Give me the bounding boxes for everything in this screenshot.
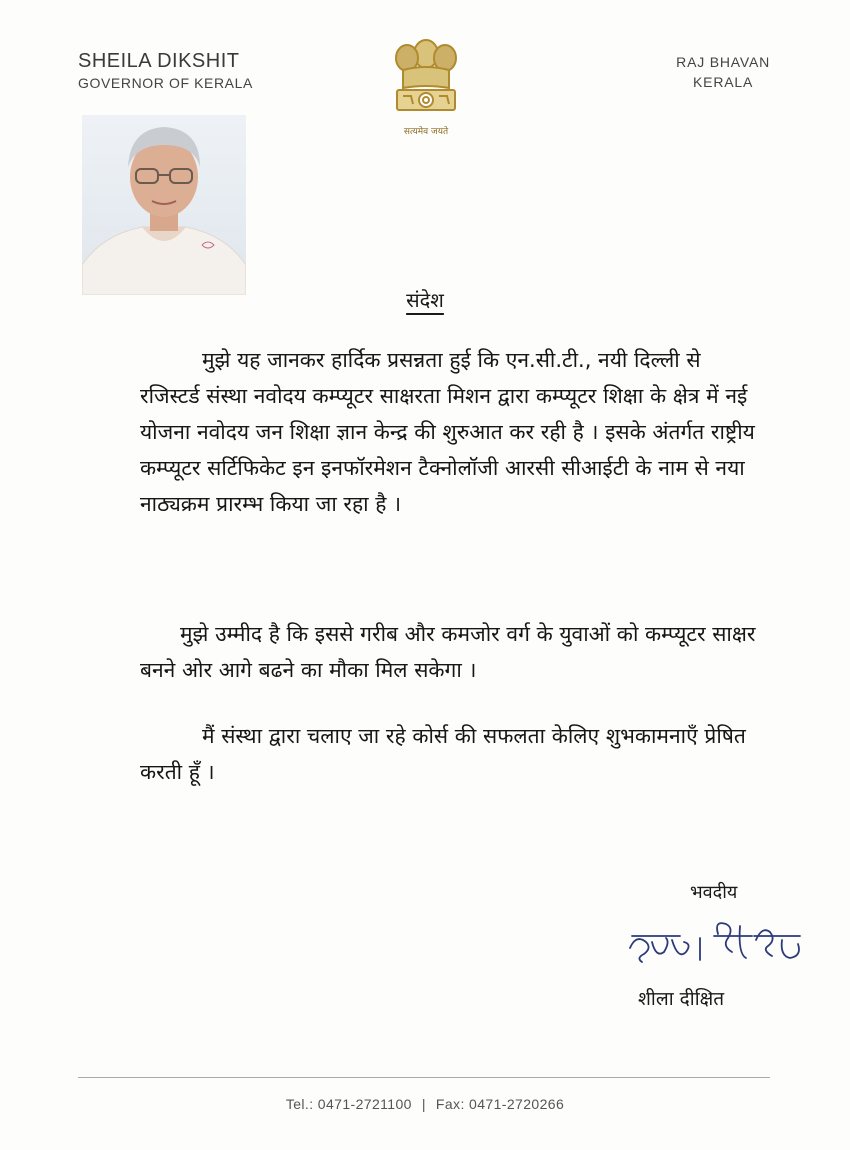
office-line-2: KERALA — [693, 74, 754, 90]
letter-paragraph-3: मैं संस्था द्वारा चलाए जा रहे कोर्स की सफलता केलिए शुभकामनाएँ प्रेषित करती हूँ । — [140, 724, 746, 784]
letter-paragraph-1: मुझे यह जानकर हार्दिक प्रसन्नता हुई कि एन.सी.टी., नयी दिल्ली से रजिस्टर्ड संस्था नवोदय कम्प्यूटर साक्षरता मिशन द्वारा कम्प्यूटर शिक्षा के क्षेत्र में नई योजना नवोदय जन शिक्षा ज्ञान केन्द्र की शुरुआत कर रही है । इसके अंतर्गत राष्ट्रीय कम्प्यूटर सर्टिफिकेट इन इनफॉरमेशन टैक्नोलॉजी आरसी सीआईटी के नाम से नया नाठ्यक्रम प्रारम्भ किया जा रहा है । — [140, 348, 755, 516]
emblem-motto: सत्यमेव जयते — [403, 127, 449, 137]
footer-fax: Fax: 0471-2720266 — [435, 1096, 565, 1112]
footer-separator: | — [421, 1096, 426, 1112]
letter-paragraph-2: मुझे उम्मीद है कि इससे गरीब और कमजोर वर्ग के युवाओं को कम्प्यूटर साक्षर बनने ओर आगे बढने का मौका मिल सकेगा । — [140, 622, 756, 682]
footer-telephone: Tel.: 0471-2721100 — [285, 1096, 412, 1112]
sender-name: SHEILA DIKSHIT — [78, 50, 240, 72]
office-line-1: RAJ BHAVAN — [676, 54, 770, 70]
state-emblem-icon — [383, 26, 469, 142]
signer-name: शीला दीक्षित — [638, 988, 725, 1010]
letterhead-office — [676, 52, 770, 92]
letter-subject: संदेश — [406, 288, 444, 312]
footer-contact — [0, 1096, 850, 1112]
letterhead-sender — [78, 50, 253, 91]
letter-closing: भवदीय — [690, 882, 738, 903]
portrait-photo — [82, 115, 246, 295]
footer-divider — [78, 1077, 770, 1078]
sender-designation: GOVERNOR OF KERALA — [78, 75, 253, 91]
handwritten-signature — [622, 912, 822, 978]
